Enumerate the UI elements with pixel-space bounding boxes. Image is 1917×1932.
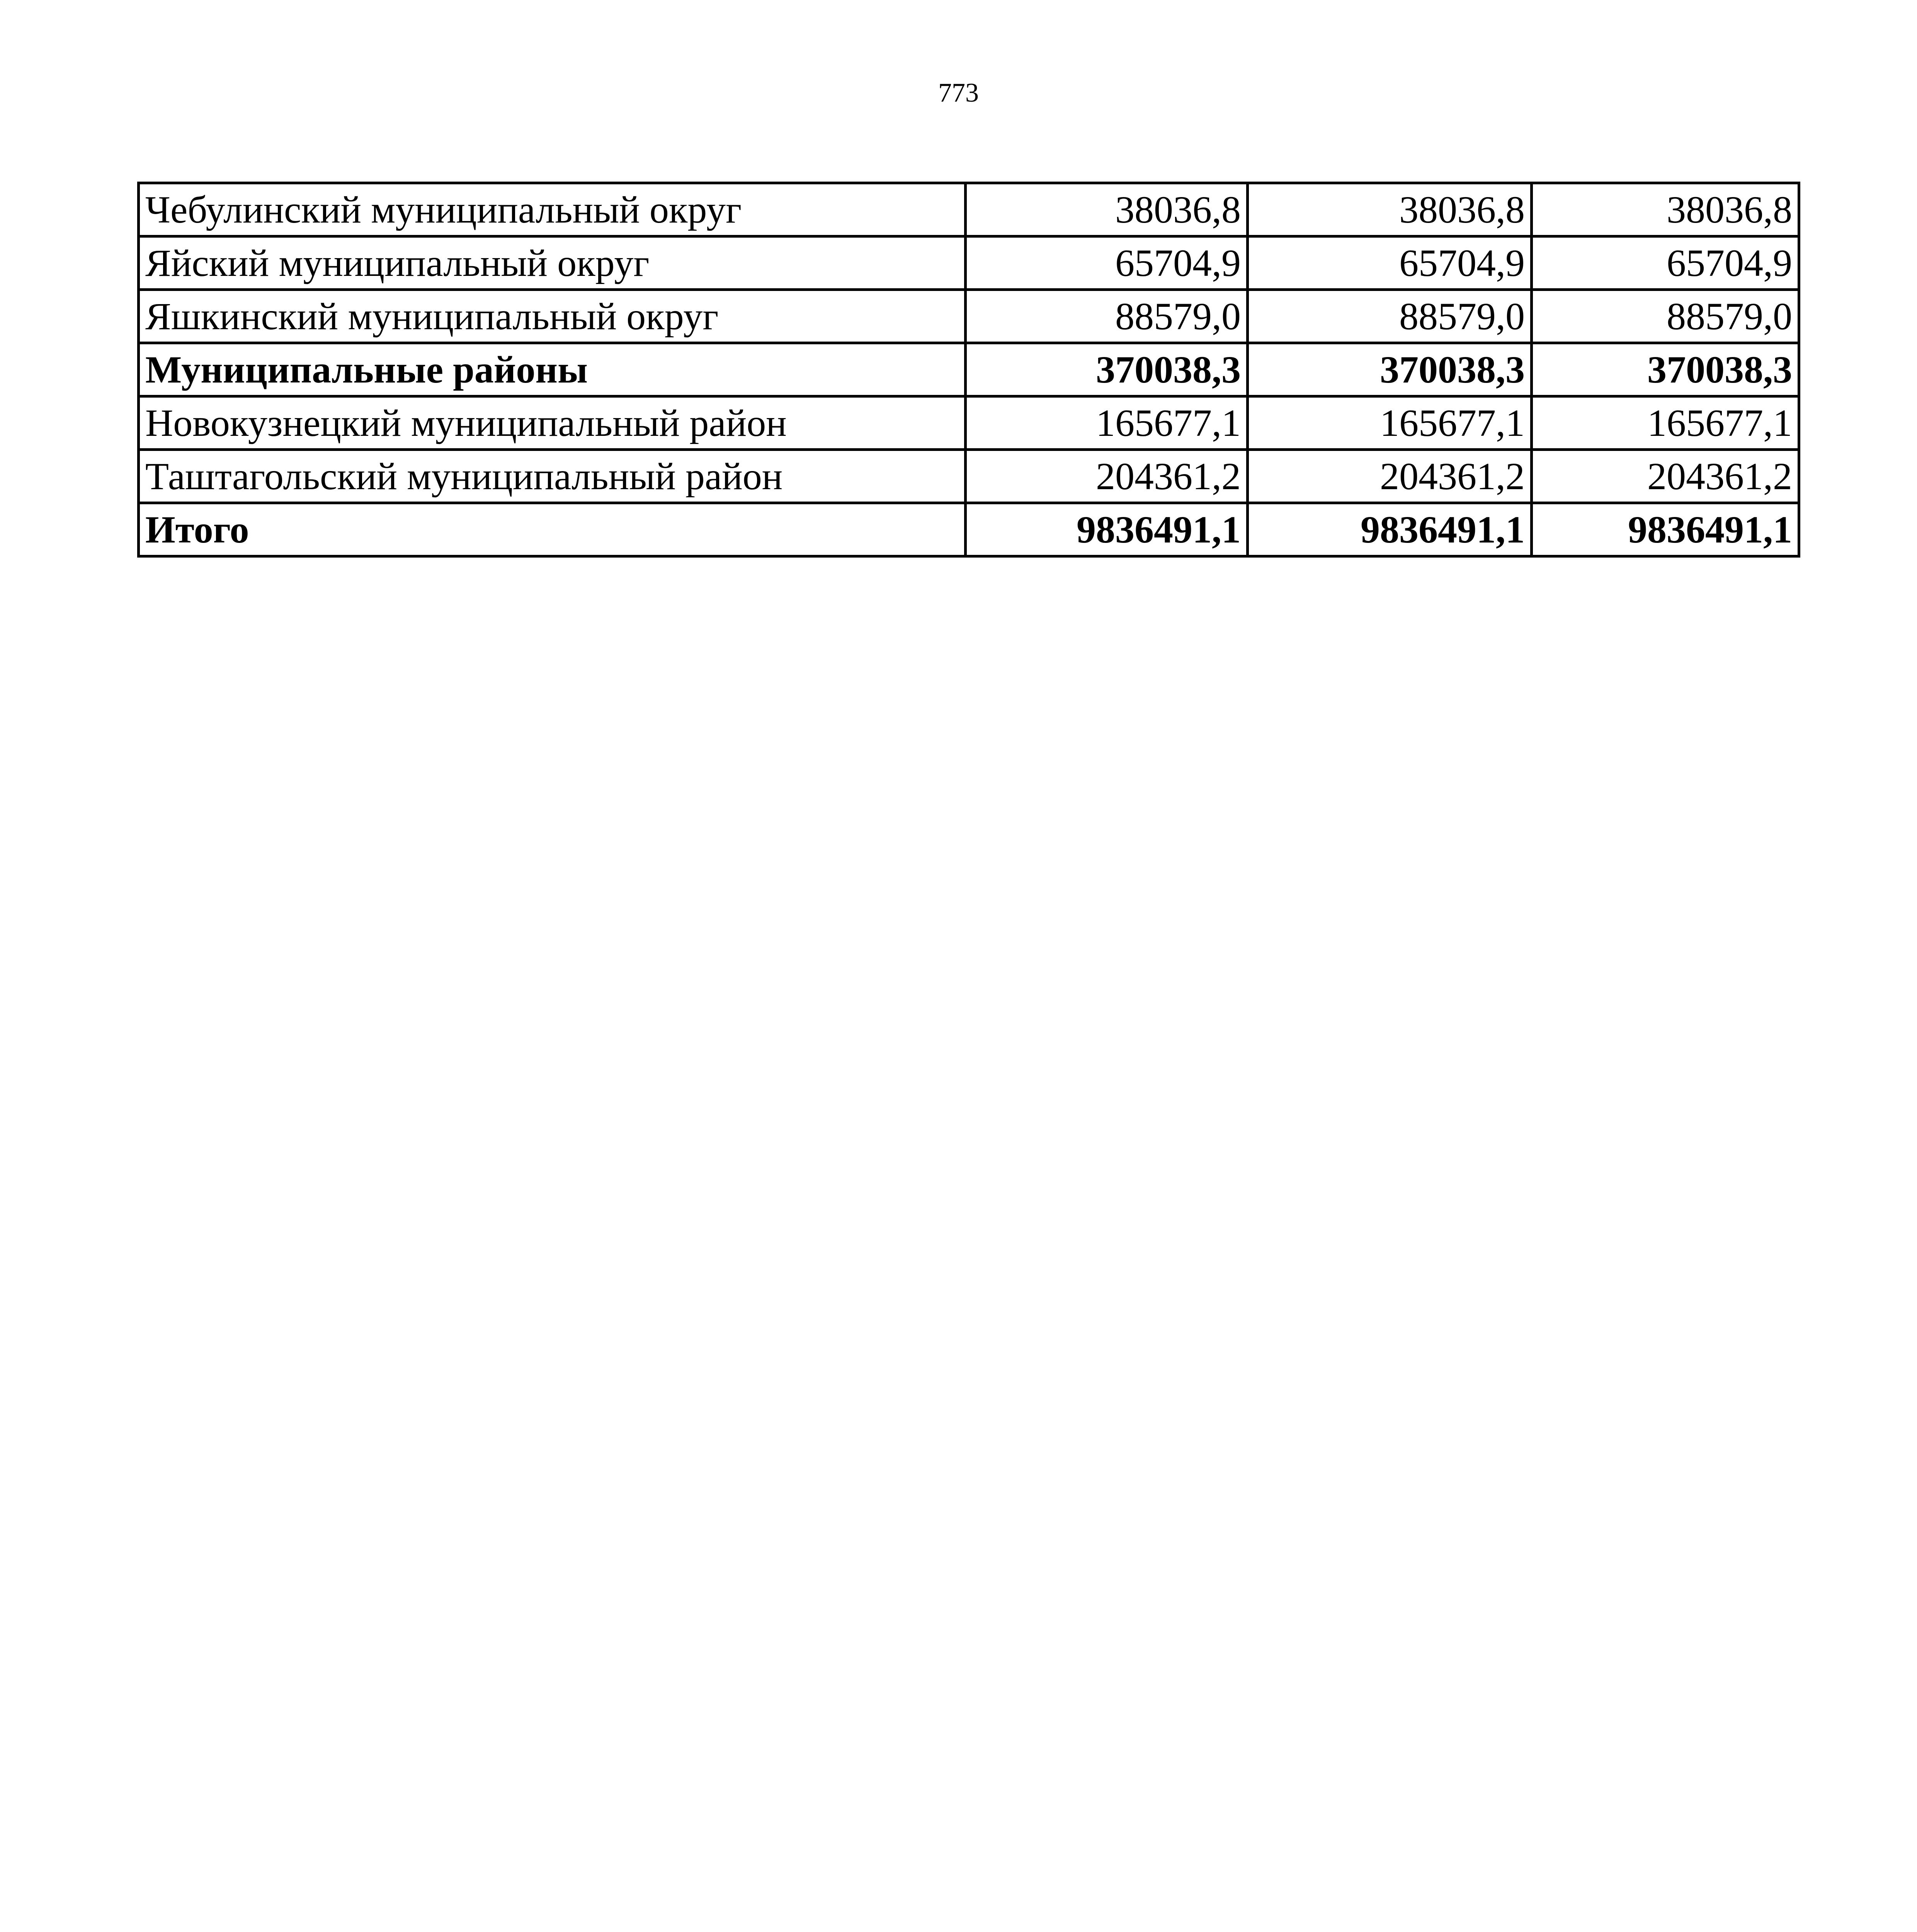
row-value-1: 204361,2 [966,450,1248,503]
budget-table [137,182,1800,558]
table-row-subtotal [139,343,1799,396]
row-value-3: 165677,1 [1532,396,1799,450]
row-value-3: 9836491,1 [1532,503,1799,556]
row-value-2: 370038,3 [1248,343,1532,396]
row-name: Яйский муниципальный округ [139,236,966,290]
table-row [139,183,1799,236]
row-value-2: 65704,9 [1248,236,1532,290]
row-value-1: 65704,9 [966,236,1248,290]
row-value-3: 38036,8 [1532,183,1799,236]
row-name: Итого [139,503,966,556]
row-value-2: 204361,2 [1248,450,1532,503]
table-row [139,396,1799,450]
row-value-2: 9836491,1 [1248,503,1532,556]
row-name: Муниципальные районы [139,343,966,396]
row-value-2: 38036,8 [1248,183,1532,236]
row-name: Чебулинский муниципальный округ [139,183,966,236]
table-row [139,450,1799,503]
table-row [139,290,1799,343]
row-name: Яшкинский муниципальный округ [139,290,966,343]
row-name: Таштагольский муниципальный район [139,450,966,503]
row-value-1: 165677,1 [966,396,1248,450]
row-value-1: 38036,8 [966,183,1248,236]
row-value-2: 165677,1 [1248,396,1532,450]
row-value-2: 88579,0 [1248,290,1532,343]
row-name: Новокузнецкий муниципальный район [139,396,966,450]
table-row-total [139,503,1799,556]
row-value-3: 204361,2 [1532,450,1799,503]
row-value-3: 88579,0 [1532,290,1799,343]
table-row [139,236,1799,290]
page-number: 773 [938,78,979,108]
row-value-3: 370038,3 [1532,343,1799,396]
row-value-1: 9836491,1 [966,503,1248,556]
row-value-1: 88579,0 [966,290,1248,343]
row-value-1: 370038,3 [966,343,1248,396]
row-value-3: 65704,9 [1532,236,1799,290]
